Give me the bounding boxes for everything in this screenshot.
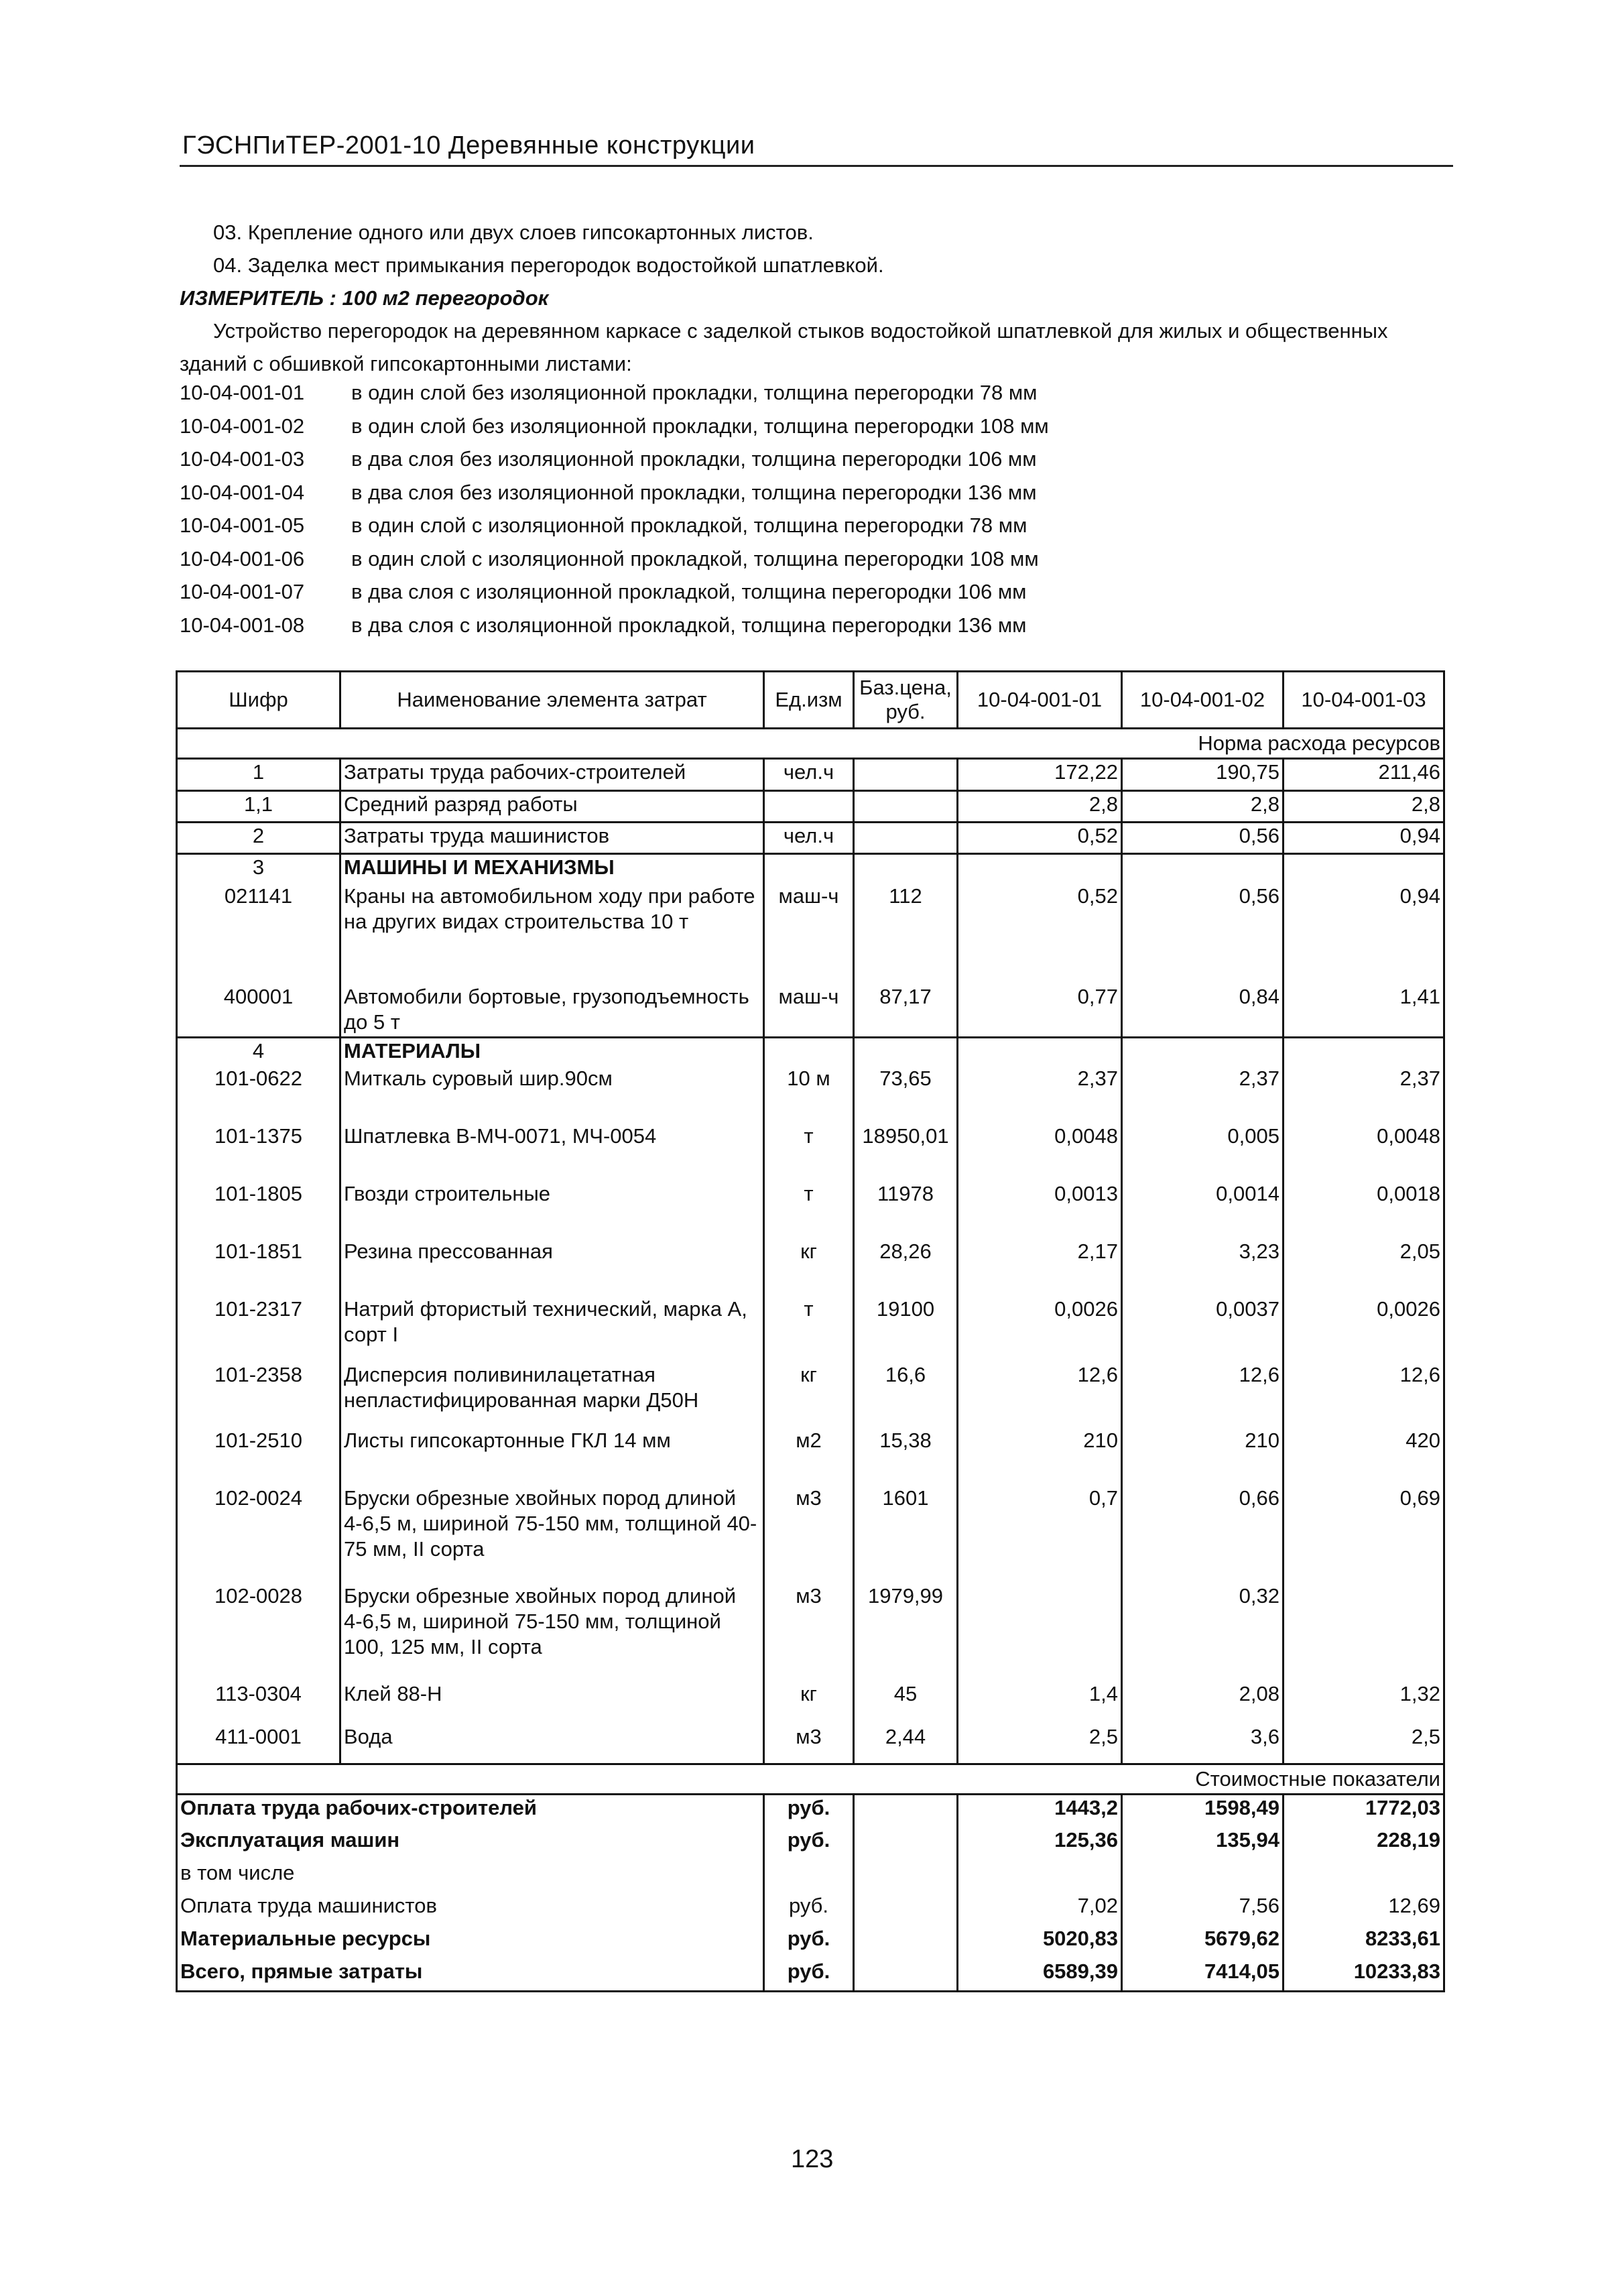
code-text: в два слоя без изоляционной прокладки, толщина перегородки 106 мм — [351, 447, 1037, 471]
row-v3: 1,41 — [1284, 984, 1444, 1038]
row-code: 021141 — [177, 884, 340, 984]
code-id: 10-04-001-01 — [180, 381, 305, 404]
cost-v1 — [958, 1860, 1122, 1893]
code-list — [180, 376, 1049, 642]
row-code: 101-2317 — [177, 1296, 340, 1362]
cost-v1: 6589,39 — [958, 1959, 1122, 1992]
table-row — [177, 1124, 1444, 1181]
row-code: 400001 — [177, 984, 340, 1038]
row-v3: 0,94 — [1284, 823, 1444, 854]
row-unit: кг — [764, 1239, 854, 1296]
row-unit — [764, 854, 854, 884]
cost-unit — [764, 1860, 854, 1893]
row-name: Затраты труда машинистов — [340, 823, 764, 854]
code-text: в один слой с изоляционной прокладкой, толщина перегородки 108 мм — [351, 546, 1039, 570]
row-v2 — [1122, 1038, 1284, 1066]
code-id: 10-04-001-03 — [180, 447, 305, 471]
row-v1: 0,77 — [958, 984, 1122, 1038]
row-v3: 2,8 — [1284, 791, 1444, 823]
code-id: 10-04-001-07 — [180, 580, 305, 603]
row-v2: 12,6 — [1122, 1362, 1284, 1428]
row-unit: т — [764, 1296, 854, 1362]
row-unit: маш-ч — [764, 884, 854, 984]
code-list-item — [180, 575, 1049, 609]
row-v2: 0,84 — [1122, 984, 1284, 1038]
row-v3: 2,05 — [1284, 1239, 1444, 1296]
cost-row — [177, 1926, 1444, 1959]
row-v1: 0,52 — [958, 823, 1122, 854]
row-name: Натрий фтористый технический, марка А, сорт I — [340, 1296, 764, 1362]
code-list-item — [180, 442, 1049, 476]
cost-v3: 12,69 — [1284, 1893, 1444, 1926]
row-v1 — [958, 854, 1122, 884]
table-row — [177, 1066, 1444, 1124]
row-v1: 172,22 — [958, 759, 1122, 791]
row-code: 113-0304 — [177, 1681, 340, 1724]
code-list-item — [180, 509, 1049, 542]
cost-v2 — [1122, 1860, 1284, 1893]
row-name: Бруски обрезные хвойных пород длиной 4-6,5 м, шириной 75-150 мм, толщиной 40-75 мм, II сорта — [340, 1486, 764, 1583]
cost-price — [854, 1795, 958, 1827]
header-code: Шифр — [177, 672, 340, 729]
norm-label-row — [177, 729, 1444, 759]
code-id: 10-04-001-06 — [180, 546, 305, 570]
cost-price — [854, 1860, 958, 1893]
row-v1: 2,37 — [958, 1066, 1122, 1124]
cost-v3: 10233,83 — [1284, 1959, 1444, 1992]
norm-label: Норма расхода ресурсов — [177, 729, 1444, 759]
header-col2: 10-04-001-02 — [1122, 672, 1284, 729]
row-name: Краны на автомобильном ходу при работе на других видах строительства 10 т — [340, 884, 764, 984]
table-row — [177, 1724, 1444, 1764]
row-name: Клей 88-Н — [340, 1681, 764, 1724]
cost-name: Эксплуатация машин — [177, 1827, 764, 1860]
cost-name: Всего, прямые затраты — [177, 1959, 764, 1992]
table-row — [177, 759, 1444, 791]
cost-v3 — [1284, 1860, 1444, 1893]
table-row — [177, 1428, 1444, 1486]
table-row — [177, 1681, 1444, 1724]
row-price — [854, 759, 958, 791]
row-unit: м3 — [764, 1724, 854, 1764]
row-v2: 2,37 — [1122, 1066, 1284, 1124]
row-v1: 0,7 — [958, 1486, 1122, 1583]
row-v3 — [1284, 854, 1444, 884]
row-unit: м3 — [764, 1583, 854, 1681]
cost-v1: 1443,2 — [958, 1795, 1122, 1827]
row-code: 411-0001 — [177, 1724, 340, 1764]
row-v2: 0,0014 — [1122, 1181, 1284, 1239]
cost-row — [177, 1893, 1444, 1926]
row-unit — [764, 1038, 854, 1066]
code-list-item — [180, 410, 1049, 443]
cost-unit: руб. — [764, 1827, 854, 1860]
row-name: МАТЕРИАЛЫ — [340, 1038, 764, 1066]
row-unit: 10 м — [764, 1066, 854, 1124]
row-v2: 2,08 — [1122, 1681, 1284, 1724]
row-unit: т — [764, 1124, 854, 1181]
row-v3: 0,69 — [1284, 1486, 1444, 1583]
row-v2: 0,56 — [1122, 884, 1284, 984]
row-v3 — [1284, 1583, 1444, 1681]
row-v3 — [1284, 1038, 1444, 1066]
row-price: 87,17 — [854, 984, 958, 1038]
row-code: 1 — [177, 759, 340, 791]
cost-price — [854, 1827, 958, 1860]
row-v1: 210 — [958, 1428, 1122, 1486]
cost-row — [177, 1959, 1444, 1992]
row-v3: 420 — [1284, 1428, 1444, 1486]
cost-name: Материальные ресурсы — [177, 1926, 764, 1959]
row-code: 101-1851 — [177, 1239, 340, 1296]
row-price: 2,44 — [854, 1724, 958, 1764]
cost-v2: 1598,49 — [1122, 1795, 1284, 1827]
row-price: 16,6 — [854, 1362, 958, 1428]
row-price: 18950,01 — [854, 1124, 958, 1181]
header-rule — [180, 165, 1453, 167]
row-v3: 0,0018 — [1284, 1181, 1444, 1239]
cost-row — [177, 1827, 1444, 1860]
row-name: Дисперсия поливинилацетатная непластифицированная марки Д50Н — [340, 1362, 764, 1428]
row-price — [854, 1038, 958, 1066]
code-id: 10-04-001-02 — [180, 414, 305, 438]
section-row-materials — [177, 1038, 1444, 1066]
row-price: 112 — [854, 884, 958, 984]
row-v1: 2,17 — [958, 1239, 1122, 1296]
code-list-item — [180, 376, 1049, 410]
code-text: в два слоя с изоляционной прокладкой, толщина перегородки 136 мм — [351, 613, 1027, 637]
row-v3: 1,32 — [1284, 1681, 1444, 1724]
row-name: Средний разряд работы — [340, 791, 764, 823]
row-price — [854, 823, 958, 854]
row-v3: 0,94 — [1284, 884, 1444, 984]
row-price: 28,26 — [854, 1239, 958, 1296]
code-id: 10-04-001-08 — [180, 613, 305, 637]
code-id: 10-04-001-05 — [180, 513, 305, 537]
row-v2: 3,6 — [1122, 1724, 1284, 1764]
row-v3: 0,0026 — [1284, 1296, 1444, 1362]
table-row — [177, 1362, 1444, 1428]
row-v2: 0,66 — [1122, 1486, 1284, 1583]
row-name: Шпатлевка В-МЧ-0071, МЧ-0054 — [340, 1124, 764, 1181]
row-v3: 12,6 — [1284, 1362, 1444, 1428]
step-03: 03. Крепление одного или двух слоев гипсокартонных листов. — [213, 221, 814, 244]
row-unit: кг — [764, 1362, 854, 1428]
cost-unit: руб. — [764, 1926, 854, 1959]
code-list-item — [180, 609, 1049, 642]
code-text: в один слой с изоляционной прокладкой, толщина перегородки 78 мм — [351, 513, 1027, 537]
cost-v3: 228,19 — [1284, 1827, 1444, 1860]
row-v2: 0,56 — [1122, 823, 1284, 854]
cost-price — [854, 1926, 958, 1959]
row-price: 45 — [854, 1681, 958, 1724]
code-list-item — [180, 542, 1049, 576]
row-v1: 1,4 — [958, 1681, 1122, 1724]
row-v3: 2,5 — [1284, 1724, 1444, 1764]
row-v2: 2,8 — [1122, 791, 1284, 823]
row-v1: 0,0026 — [958, 1296, 1122, 1362]
cost-unit: руб. — [764, 1893, 854, 1926]
row-v2: 0,32 — [1122, 1583, 1284, 1681]
row-name: Бруски обрезные хвойных пород длиной 4-6,5 м, шириной 75-150 мм, толщиной 100, 125 мм, II сорта — [340, 1583, 764, 1681]
table-row — [177, 984, 1444, 1038]
row-code: 1,1 — [177, 791, 340, 823]
resource-table — [176, 670, 1445, 1992]
row-name: МАШИНЫ И МЕХАНИЗМЫ — [340, 854, 764, 884]
cost-name: в том числе — [177, 1860, 764, 1893]
step-04: 04. Заделка мест примыкания перегородок водостойкой шпатлевкой. — [213, 253, 884, 277]
row-price: 11978 — [854, 1181, 958, 1239]
row-code: 4 — [177, 1038, 340, 1066]
row-v1: 0,0048 — [958, 1124, 1122, 1181]
cost-unit: руб. — [764, 1959, 854, 1992]
row-v1: 12,6 — [958, 1362, 1122, 1428]
code-text: в два слоя без изоляционной прокладки, толщина перегородки 136 мм — [351, 480, 1037, 504]
cost-v1: 7,02 — [958, 1893, 1122, 1926]
header-name: Наименование элемента затрат — [340, 672, 764, 729]
row-name: Вода — [340, 1724, 764, 1764]
header-col3: 10-04-001-03 — [1284, 672, 1444, 729]
cost-v1: 125,36 — [958, 1827, 1122, 1860]
cost-unit: руб. — [764, 1795, 854, 1827]
row-unit — [764, 791, 854, 823]
cost-price — [854, 1959, 958, 1992]
row-price: 19100 — [854, 1296, 958, 1362]
row-unit: т — [764, 1181, 854, 1239]
row-price — [854, 791, 958, 823]
row-name: Миткаль суровый шир.90см — [340, 1066, 764, 1124]
cost-price — [854, 1893, 958, 1926]
row-v1 — [958, 1583, 1122, 1681]
row-v1: 2,5 — [958, 1724, 1122, 1764]
row-v3: 0,0048 — [1284, 1124, 1444, 1181]
cost-name: Оплата труда машинистов — [177, 1893, 764, 1926]
header-unit: Ед.изм — [764, 672, 854, 729]
row-code: 2 — [177, 823, 340, 854]
row-unit: м3 — [764, 1486, 854, 1583]
row-price — [854, 854, 958, 884]
row-code: 101-0622 — [177, 1066, 340, 1124]
table-row — [177, 1583, 1444, 1681]
header-price: Баз.цена, руб. — [854, 672, 958, 729]
row-code: 102-0024 — [177, 1486, 340, 1583]
row-v2: 210 — [1122, 1428, 1284, 1486]
row-name: Резина прессованная — [340, 1239, 764, 1296]
row-name: Затраты труда рабочих-строителей — [340, 759, 764, 791]
row-unit: кг — [764, 1681, 854, 1724]
row-v2: 0,005 — [1122, 1124, 1284, 1181]
row-v2 — [1122, 854, 1284, 884]
page-number: 123 — [791, 2145, 834, 2173]
table-row — [177, 1239, 1444, 1296]
row-price: 1601 — [854, 1486, 958, 1583]
code-text: в один слой без изоляционной прокладки, толщина перегородки 108 мм — [351, 414, 1049, 438]
row-unit: чел.ч — [764, 823, 854, 854]
row-v1 — [958, 1038, 1122, 1066]
table-row — [177, 823, 1444, 854]
row-unit: маш-ч — [764, 984, 854, 1038]
row-v1: 0,0013 — [958, 1181, 1122, 1239]
intro-section — [180, 216, 1453, 380]
row-v2: 190,75 — [1122, 759, 1284, 791]
cost-v2: 5679,62 — [1122, 1926, 1284, 1959]
row-code: 101-1805 — [177, 1181, 340, 1239]
row-name: Гвозди строительные — [340, 1181, 764, 1239]
table-header-row — [177, 672, 1444, 729]
row-code: 101-1375 — [177, 1124, 340, 1181]
cost-row — [177, 1795, 1444, 1827]
cost-v2: 7,56 — [1122, 1893, 1284, 1926]
code-text: в один слой без изоляционной прокладки, толщина перегородки 78 мм — [351, 381, 1038, 404]
section-row-machines — [177, 854, 1444, 884]
row-price: 15,38 — [854, 1428, 958, 1486]
row-price: 1979,99 — [854, 1583, 958, 1681]
row-code: 101-2510 — [177, 1428, 340, 1486]
cost-v3: 8233,61 — [1284, 1926, 1444, 1959]
row-name: Автомобили бортовые, грузоподъемность до 5 т — [340, 984, 764, 1038]
cost-v3: 1772,03 — [1284, 1795, 1444, 1827]
cost-v2: 7414,05 — [1122, 1959, 1284, 1992]
row-v1: 2,8 — [958, 791, 1122, 823]
cost-v2: 135,94 — [1122, 1827, 1284, 1860]
row-v2: 3,23 — [1122, 1239, 1284, 1296]
cost-row — [177, 1860, 1444, 1893]
row-name: Листы гипсокартонные ГКЛ 14 мм — [340, 1428, 764, 1486]
table-row — [177, 1296, 1444, 1362]
cost-label: Стоимостные показатели — [177, 1764, 1444, 1795]
code-list-item — [180, 476, 1049, 509]
row-unit: м2 — [764, 1428, 854, 1486]
row-v1: 0,52 — [958, 884, 1122, 984]
row-code: 3 — [177, 854, 340, 884]
row-code: 102-0028 — [177, 1583, 340, 1681]
row-v3: 2,37 — [1284, 1066, 1444, 1124]
header-col1: 10-04-001-01 — [958, 672, 1122, 729]
row-price: 73,65 — [854, 1066, 958, 1124]
table-row — [177, 1181, 1444, 1239]
cost-name: Оплата труда рабочих-строителей — [177, 1795, 764, 1827]
table-row — [177, 1486, 1444, 1583]
code-id: 10-04-001-04 — [180, 480, 305, 504]
cost-v1: 5020,83 — [958, 1926, 1122, 1959]
measure-unit: ИЗМЕРИТЕЛЬ : 100 м2 перегородок — [180, 286, 549, 310]
work-description: Устройство перегородок на деревянном каркасе с заделкой стыков водостойкой шпатлевкой для жилых и общественных зданий с обшивкой гипсокартонными листами: — [180, 319, 1388, 375]
cost-label-row — [177, 1764, 1444, 1795]
row-code: 101-2358 — [177, 1362, 340, 1428]
document-header-title: ГЭСНПиТЕР-2001-10 Деревянные конструкции — [182, 131, 755, 160]
row-unit: чел.ч — [764, 759, 854, 791]
table-row — [177, 791, 1444, 823]
row-v3: 211,46 — [1284, 759, 1444, 791]
code-text: в два слоя с изоляционной прокладкой, толщина перегородки 106 мм — [351, 580, 1027, 603]
table-row — [177, 884, 1444, 984]
row-v2: 0,0037 — [1122, 1296, 1284, 1362]
